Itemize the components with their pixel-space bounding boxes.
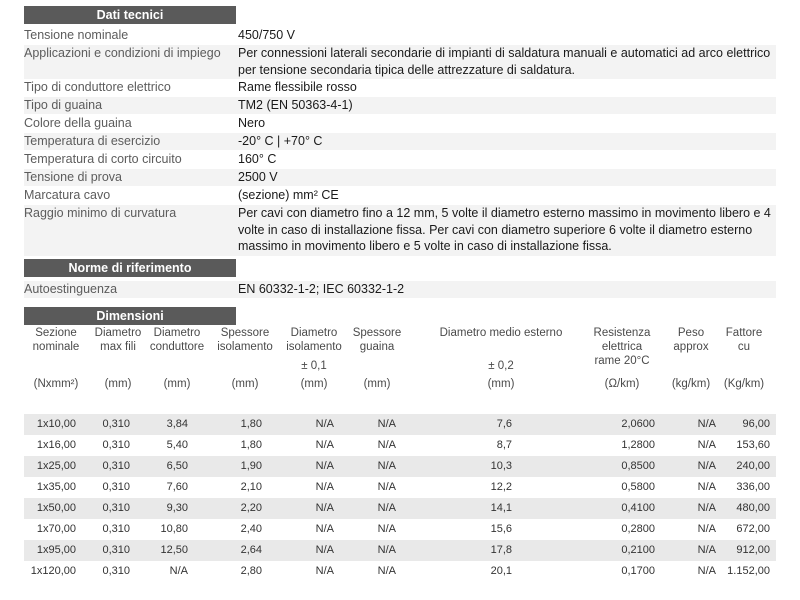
spec-row-temperatura-corto-circuito	[24, 151, 776, 168]
section-header-norme: Norme di riferimento	[24, 259, 236, 277]
table-cell: 0,5800	[621, 481, 655, 493]
spec-label: Marcatura cavo	[24, 188, 111, 202]
table-cell: N/A	[697, 481, 716, 493]
spec-row-autoestinguenza	[24, 281, 776, 298]
table-row	[24, 435, 776, 456]
spec-value: Per connessioni laterali secondarie di impianti di saldatura manuali e automatici ad arco elettrico per tensione secondaria tipica delle attrezzature di saldatura.	[238, 46, 771, 77]
table-cell: 1,80	[240, 439, 262, 451]
column-header-unit: (Ω/km)	[604, 378, 640, 390]
spec-label: Applicazioni e condizioni di impiego	[24, 46, 221, 60]
table-cell: 0,310	[102, 439, 130, 451]
column-header-title: Peso approx	[673, 327, 709, 353]
column-header-unit: (mm)	[104, 378, 132, 390]
table-cell: 96,00	[742, 418, 770, 430]
table-cell: N/A	[315, 502, 334, 514]
table-cell: N/A	[697, 460, 716, 472]
table-row	[24, 477, 776, 498]
table-cell: N/A	[315, 523, 334, 535]
table-cell: 7,60	[166, 481, 188, 493]
table-cell: 672,00	[736, 523, 770, 535]
spec-value: Per cavi con diametro fino a 12 mm, 5 volte il diametro esterno massimo in movimento libero e 4 volte in caso di installazione fissa. Per cavi con diametro superiore 6 volte il diametro esterno massimo in movimento libero e 5 volte in caso di installazione fissa.	[238, 206, 771, 253]
table-cell: 1x70,00	[36, 523, 76, 535]
table-row	[24, 414, 776, 435]
table-cell: 12,2	[490, 481, 512, 493]
table-cell: 480,00	[736, 502, 770, 514]
table-cell: 0,310	[102, 502, 130, 514]
spec-label: Temperatura di corto circuito	[24, 152, 182, 166]
table-cell: N/A	[377, 523, 396, 535]
table-cell: 0,310	[102, 481, 130, 493]
spec-value: -20° C | +70° C	[238, 134, 323, 148]
table-cell: 2,40	[240, 523, 262, 535]
table-cell: 1x25,00	[36, 460, 76, 472]
table-cell: N/A	[315, 460, 334, 472]
table-cell: 9,30	[166, 502, 188, 514]
column-header-tolerance: ± 0,2	[488, 360, 514, 372]
table-cell: 0,310	[102, 565, 130, 577]
table-cell: 2,64	[240, 544, 262, 556]
table-cell: 0,310	[102, 418, 130, 430]
column-header-title: Resistenza elettrica rame 20°C	[593, 327, 651, 367]
section-header-dimensioni: Dimensioni	[24, 307, 236, 325]
section-header-dati-tecnici: Dati tecnici	[24, 6, 236, 24]
spec-row-tensione-nominale	[24, 27, 776, 44]
spec-value: Rame flessibile rosso	[238, 80, 357, 94]
table-cell: 20,1	[490, 565, 512, 577]
table-cell: N/A	[697, 418, 716, 430]
spec-value: TM2 (EN 50363-4-1)	[238, 98, 353, 112]
table-cell: 17,8	[490, 544, 512, 556]
table-cell: 2,10	[240, 481, 262, 493]
table-cell: 1.152,00	[727, 565, 770, 577]
spec-row-tensione-prova	[24, 169, 776, 186]
table-cell: 1x50,00	[36, 502, 76, 514]
table-cell: N/A	[697, 523, 716, 535]
column-header-title: Diametro conduttore	[149, 327, 205, 353]
table-cell: 0,310	[102, 460, 130, 472]
table-cell: 0,1700	[621, 565, 655, 577]
spec-value: 2500 V	[238, 170, 278, 184]
table-cell: N/A	[315, 439, 334, 451]
spec-row-tipo-guaina	[24, 97, 776, 114]
spec-row-raggio-curvatura	[24, 205, 776, 256]
table-cell: 1x95,00	[36, 544, 76, 556]
table-cell: 2,0600	[621, 418, 655, 430]
table-row	[24, 456, 776, 477]
spec-label: Autoestinguenza	[24, 282, 118, 296]
table-cell: 1x16,00	[36, 439, 76, 451]
spec-value: 160° C	[238, 152, 277, 166]
table-cell: 15,6	[490, 523, 512, 535]
table-row	[24, 561, 776, 582]
table-cell: 336,00	[736, 481, 770, 493]
spec-value: EN 60332-1-2; IEC 60332-1-2	[238, 282, 405, 296]
column-header-unit: (mm)	[231, 378, 259, 390]
table-cell: 3,84	[166, 418, 188, 430]
table-cell: 5,40	[166, 439, 188, 451]
table-row	[24, 519, 776, 540]
table-cell: N/A	[315, 565, 334, 577]
table-cell: N/A	[315, 418, 334, 430]
column-header-title: Spessore guaina	[352, 327, 402, 353]
table-cell: N/A	[697, 502, 716, 514]
table-cell: N/A	[377, 544, 396, 556]
spec-label: Colore della guaina	[24, 116, 132, 130]
spec-row-temperatura-esercizio	[24, 133, 776, 150]
table-cell: N/A	[377, 460, 396, 472]
spec-label: Raggio minimo di curvatura	[24, 206, 177, 220]
column-header-unit: (mm)	[300, 378, 328, 390]
table-cell: 1x10,00	[36, 418, 76, 430]
table-cell: 0,310	[102, 523, 130, 535]
table-cell: 2,80	[240, 565, 262, 577]
table-cell: 0,4100	[621, 502, 655, 514]
table-cell: N/A	[377, 439, 396, 451]
column-header-unit: (kg/km)	[671, 378, 711, 390]
table-cell: N/A	[697, 565, 716, 577]
table-cell: 12,50	[160, 544, 188, 556]
spec-label: Tipo di guaina	[24, 98, 103, 112]
spec-label: Tensione di prova	[24, 170, 122, 184]
column-header-title: Diametro isolamento	[286, 327, 342, 353]
column-header-unit: (mm)	[487, 378, 515, 390]
table-cell: 10,80	[160, 523, 188, 535]
table-cell: N/A	[377, 418, 396, 430]
table-cell: 10,3	[490, 460, 512, 472]
table-cell: N/A	[377, 565, 396, 577]
table-cell: N/A	[377, 502, 396, 514]
spec-row-colore-guaina	[24, 115, 776, 132]
table-cell: 1x35,00	[36, 481, 76, 493]
table-cell: 7,6	[496, 418, 512, 430]
spec-label: Temperatura di esercizio	[24, 134, 161, 148]
table-cell: 0,310	[102, 544, 130, 556]
column-header-title: Diametro max fili	[94, 327, 142, 353]
column-header-title: Diametro medio esterno	[439, 327, 563, 339]
table-cell: 6,50	[166, 460, 188, 472]
table-cell: N/A	[315, 481, 334, 493]
column-header-title: Fattore cu	[725, 327, 763, 353]
table-cell: 1,2800	[621, 439, 655, 451]
table-row	[24, 540, 776, 561]
table-cell: 1x120,00	[30, 565, 76, 577]
table-cell: 1,80	[240, 418, 262, 430]
table-row	[24, 498, 776, 519]
table-cell: 0,2100	[621, 544, 655, 556]
column-header-title: Sezione nominale	[32, 327, 80, 353]
column-header-unit: (mm)	[363, 378, 391, 390]
table-cell: 2,20	[240, 502, 262, 514]
table-cell: 14,1	[490, 502, 512, 514]
column-header-unit: (mm)	[163, 378, 191, 390]
table-cell: N/A	[697, 439, 716, 451]
table-cell: 8,7	[496, 439, 512, 451]
spec-value: (sezione) mm² CE	[238, 188, 339, 202]
table-cell: 153,60	[736, 439, 770, 451]
column-header-title: Spessore isolamento	[217, 327, 273, 353]
spec-label: Tensione nominale	[24, 28, 129, 42]
table-cell: N/A	[169, 565, 188, 577]
column-header-tolerance: ± 0,1	[301, 360, 327, 372]
spec-value: Nero	[238, 116, 266, 130]
table-cell: 0,8500	[621, 460, 655, 472]
spec-row-tipo-conduttore	[24, 79, 776, 96]
spec-row-marcatura-cavo	[24, 187, 776, 204]
table-cell: N/A	[315, 544, 334, 556]
spec-label: Tipo di conduttore elettrico	[24, 80, 171, 94]
table-cell: N/A	[377, 481, 396, 493]
table-cell: 0,2800	[621, 523, 655, 535]
table-cell: 1,90	[240, 460, 262, 472]
table-cell: 240,00	[736, 460, 770, 472]
spec-value: 450/750 V	[238, 28, 295, 42]
spec-row-applicazioni	[24, 45, 776, 79]
table-cell: N/A	[697, 544, 716, 556]
table-cell: 912,00	[736, 544, 770, 556]
column-header-unit: (Nxmm²)	[33, 378, 79, 390]
column-header-unit: (Kg/km)	[723, 378, 765, 390]
